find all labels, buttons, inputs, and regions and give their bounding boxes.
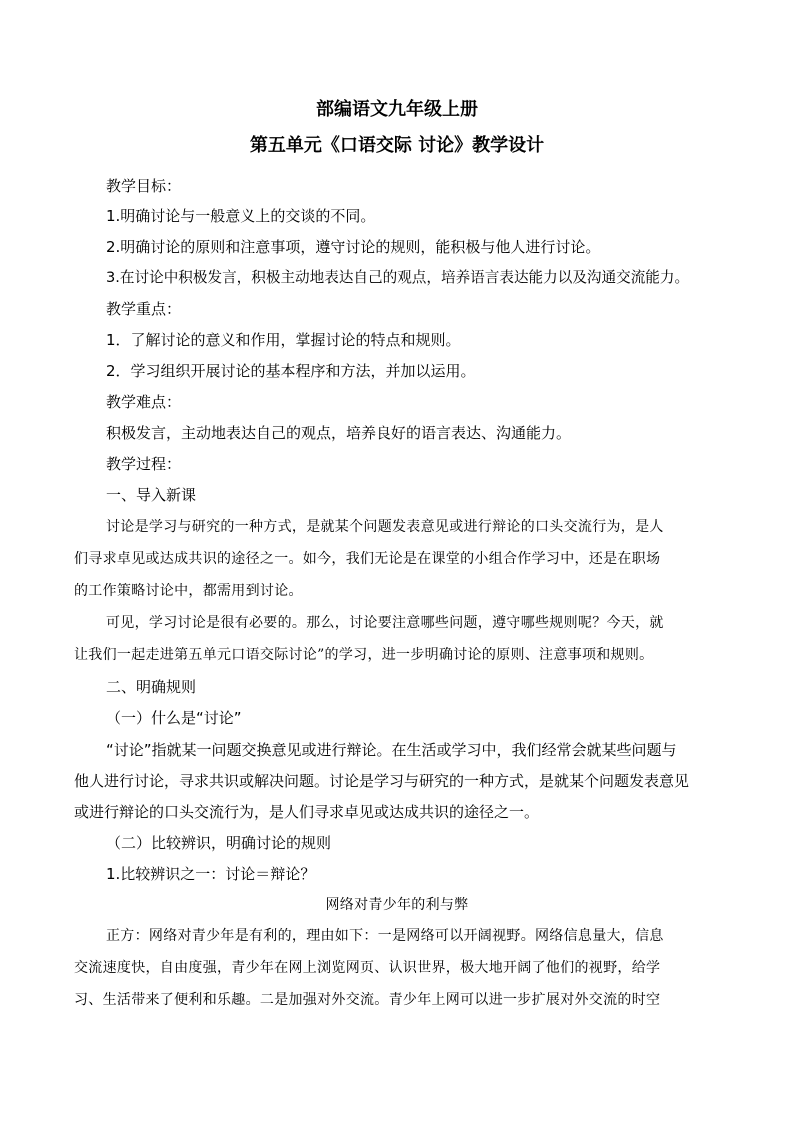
debate-paragraph-line: 习、生活带来了便利和乐趣。二是加强对外交流。青少年上网可以进一步扩展对外交流的时空 xyxy=(74,992,661,1008)
comparison-item: 1.比较辨识之一：讨论＝辩论？ xyxy=(106,865,316,883)
debate-paragraph-line: 正方：网络对青少年是有利的，理由如下：一是网络可以开阔视野。网络信息量大，信息 xyxy=(106,928,664,944)
key-points-heading: 教学重点： xyxy=(106,300,182,318)
difficulty-item: 积极发言，主动地表达自己的观点，培养良好的语言表达、沟通能力。 xyxy=(106,424,572,442)
intro-paragraph-line: 讨论是学习与研究的一种方式，是就某个问题发表意见或进行辩论的口头交流行为，是人 xyxy=(106,519,664,535)
intro-paragraph-line: 的工作策略讨论中，都需用到讨论。 xyxy=(74,583,303,599)
key-point-item: 2．学习组织开展讨论的基本程序和方法，并加以运用。 xyxy=(106,362,476,380)
document-title: 部编语文九年级上册 xyxy=(316,99,478,120)
debate-paragraph-line: 交流速度快，自由度强，青少年在网上浏览网页、认识世界，极大地开阔了他们的视野，给学 xyxy=(74,960,661,976)
goal-item: 3.在讨论中积极发言，积极主动地表达自己的观点，培养语言表达能力以及沟通交流能力。 xyxy=(106,269,690,286)
intro-paragraph-line: 们寻求卓见或达成共识的途径之一。如今，我们无论是在课堂的小组合作学习中，还是在职场 xyxy=(74,551,661,567)
definition-paragraph-line: 或进行辩论的口头交流行为，是人们寻求卓见或达成共识的途径之一。 xyxy=(74,803,540,821)
debate-title: 网络对青少年的利与弊 xyxy=(325,897,469,913)
definition-paragraph-line: 他人进行讨论，寻求共识或解决问题。讨论是学习与研究的一种方式，是就某个问题发表意见 xyxy=(74,772,690,790)
document-subtitle: 第五单元《口语交际 讨论》教学设计 xyxy=(249,135,545,156)
process-heading: 教学过程： xyxy=(106,455,182,473)
subsection-heading: （一）什么是“讨论” xyxy=(106,709,242,727)
definition-paragraph-line: “讨论”指就某一问题交换意见或进行辩论。在生活或学习中，我们经常会就某些问题与 xyxy=(106,741,677,759)
intro-paragraph-line: 让我们一起走进第五单元口语交际讨论”的学习，进一步明确讨论的原则、注意事项和规则。 xyxy=(74,647,654,663)
section-heading: 一、导入新课 xyxy=(106,486,197,504)
intro-paragraph-line: 可见，学习讨论是很有必要的。那么，讨论要注意哪些问题，遵守哪些规则呢？今天，就 xyxy=(106,615,664,631)
key-point-item: 1．了解讨论的意义和作用，掌握讨论的特点和规则。 xyxy=(106,331,461,349)
difficulties-heading: 教学难点： xyxy=(106,393,182,411)
goals-heading: 教学目标： xyxy=(106,177,182,195)
subsection-heading: （二）比较辨识，明确讨论的规则 xyxy=(106,834,332,852)
goal-item: 1.明确讨论与一般意义上的交谈的不同。 xyxy=(106,207,376,225)
section-heading: 二、明确规则 xyxy=(106,678,197,696)
goal-item: 2.明确讨论的原则和注意事项，遵守讨论的规则，能积极与他人进行讨论。 xyxy=(106,238,601,256)
